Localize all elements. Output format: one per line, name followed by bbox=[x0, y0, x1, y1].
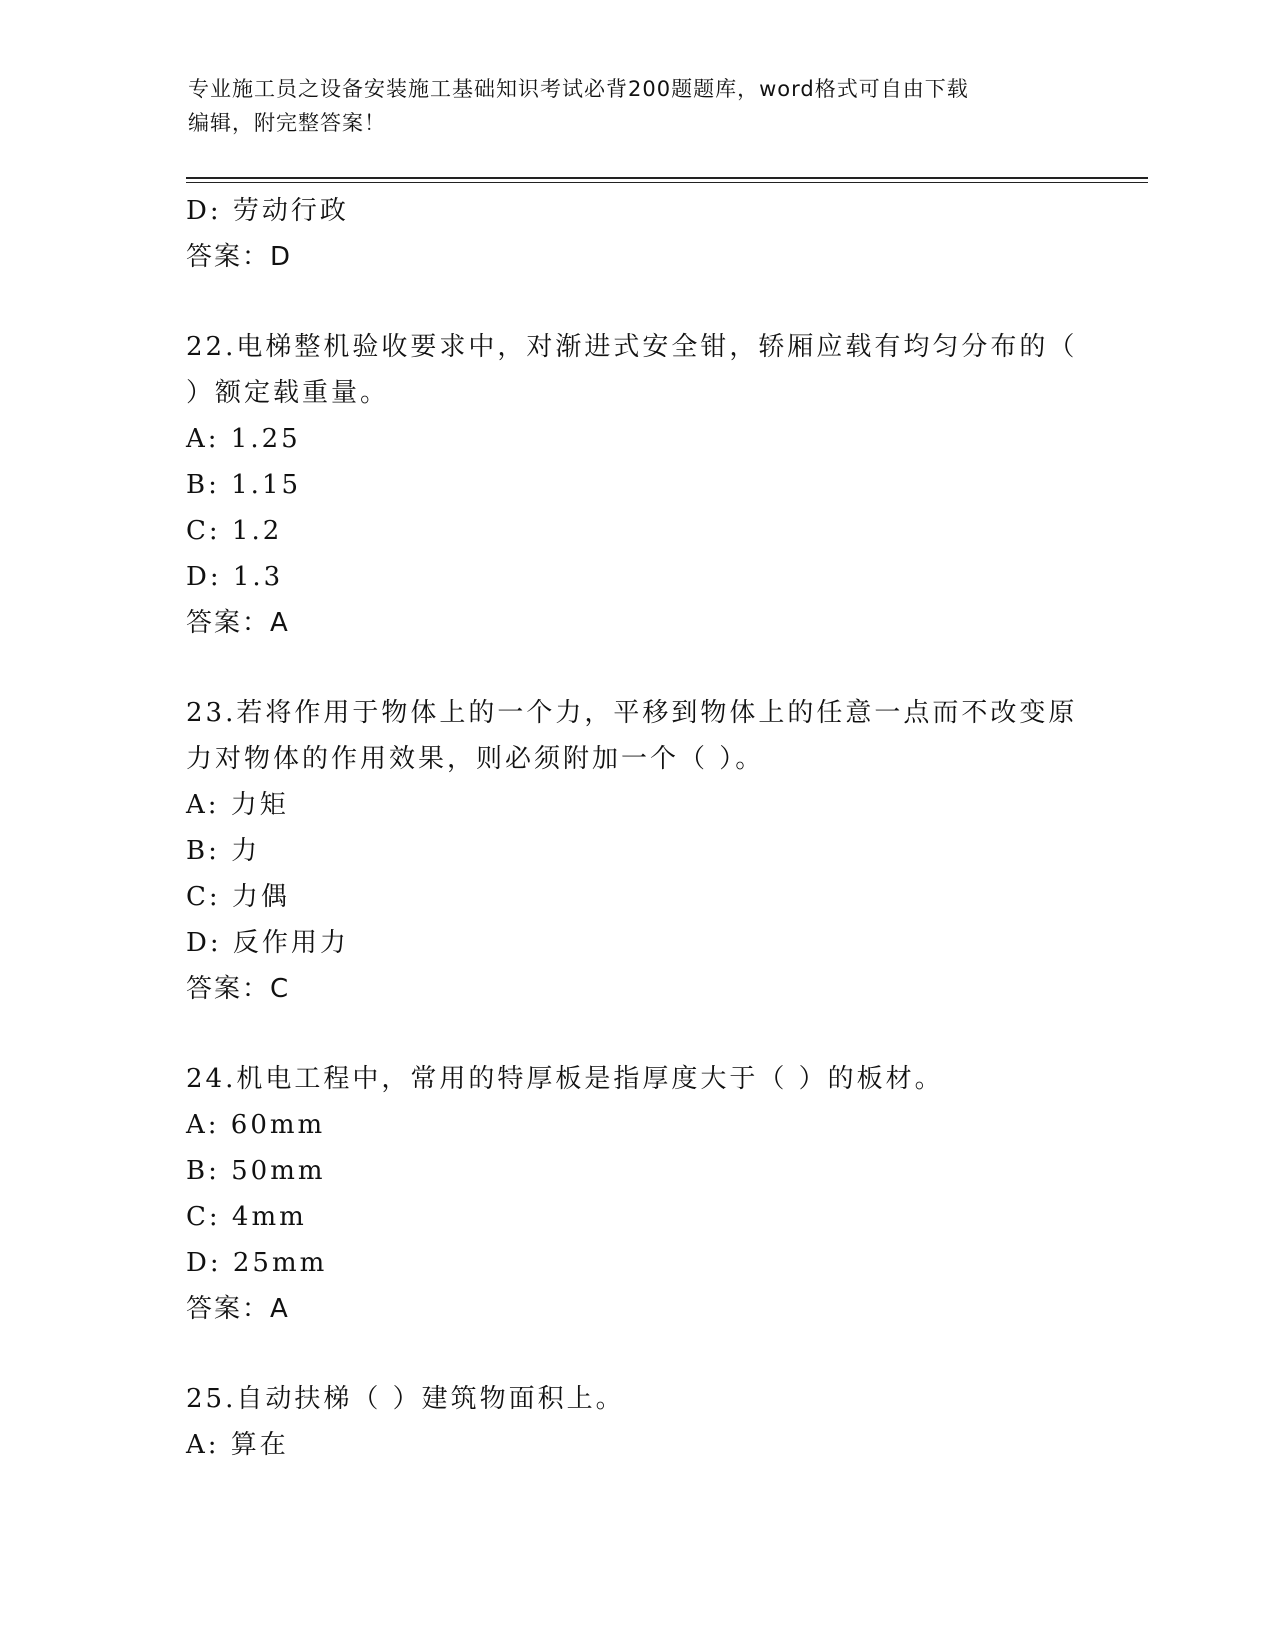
answer-line: 答案：D bbox=[186, 242, 293, 272]
option-d: D: 25mm bbox=[186, 1248, 328, 1278]
option-c: C: 力偶 bbox=[186, 882, 290, 912]
question-list bbox=[186, 188, 1086, 1468]
option-a: A: 60mm bbox=[186, 1110, 326, 1140]
header-divider bbox=[186, 177, 1148, 179]
option-b: B: 50mm bbox=[186, 1156, 326, 1186]
option-a: A: 1.25 bbox=[186, 424, 301, 454]
header-title-line-1: 专业施工员之设备安装施工基础知识考试必背200题题库，word格式可自由下载 bbox=[188, 77, 969, 101]
question-stem: 24.机电工程中，常用的特厚板是指厚度大于（ ）的板材。 bbox=[186, 1064, 944, 1094]
question-stem: 22.电梯整机验收要求中，对渐进式安全钳，轿厢应载有均匀分布的（ bbox=[186, 332, 1078, 362]
option-d: D: 1.3 bbox=[186, 562, 284, 592]
question-23 bbox=[186, 690, 1086, 1012]
header-title-line-2: 编辑，附完整答案！ bbox=[188, 111, 386, 135]
question-stem-continued: 力对物体的作用效果，则必须附加一个（ ）。 bbox=[186, 744, 765, 774]
question-22 bbox=[186, 324, 1086, 646]
option-d: D: 反作用力 bbox=[186, 928, 349, 958]
answer-line: 答案：A bbox=[186, 1294, 290, 1324]
question-stem-continued: ）额定载重量。 bbox=[186, 378, 390, 408]
document-header bbox=[188, 72, 1088, 140]
option-b: B: 力 bbox=[186, 836, 261, 866]
option-c: C: 4mm bbox=[186, 1202, 307, 1232]
option-d: D: 劳动行政 bbox=[186, 196, 349, 226]
question-25 bbox=[186, 1376, 1086, 1468]
answer-line: 答案：A bbox=[186, 608, 290, 638]
question-stem: 25.自动扶梯（ ）建筑物面积上。 bbox=[186, 1384, 625, 1414]
option-a: A: 算在 bbox=[186, 1430, 289, 1460]
question-stem: 23.若将作用于物体上的一个力，平移到物体上的任意一点而不改变原 bbox=[186, 698, 1078, 728]
option-b: B: 1.15 bbox=[186, 470, 302, 500]
question-24 bbox=[186, 1056, 1086, 1332]
option-a: A: 力矩 bbox=[186, 790, 289, 820]
answer-line: 答案：C bbox=[186, 974, 291, 1004]
option-c: C: 1.2 bbox=[186, 516, 283, 546]
header-divider-thin bbox=[186, 182, 1148, 183]
